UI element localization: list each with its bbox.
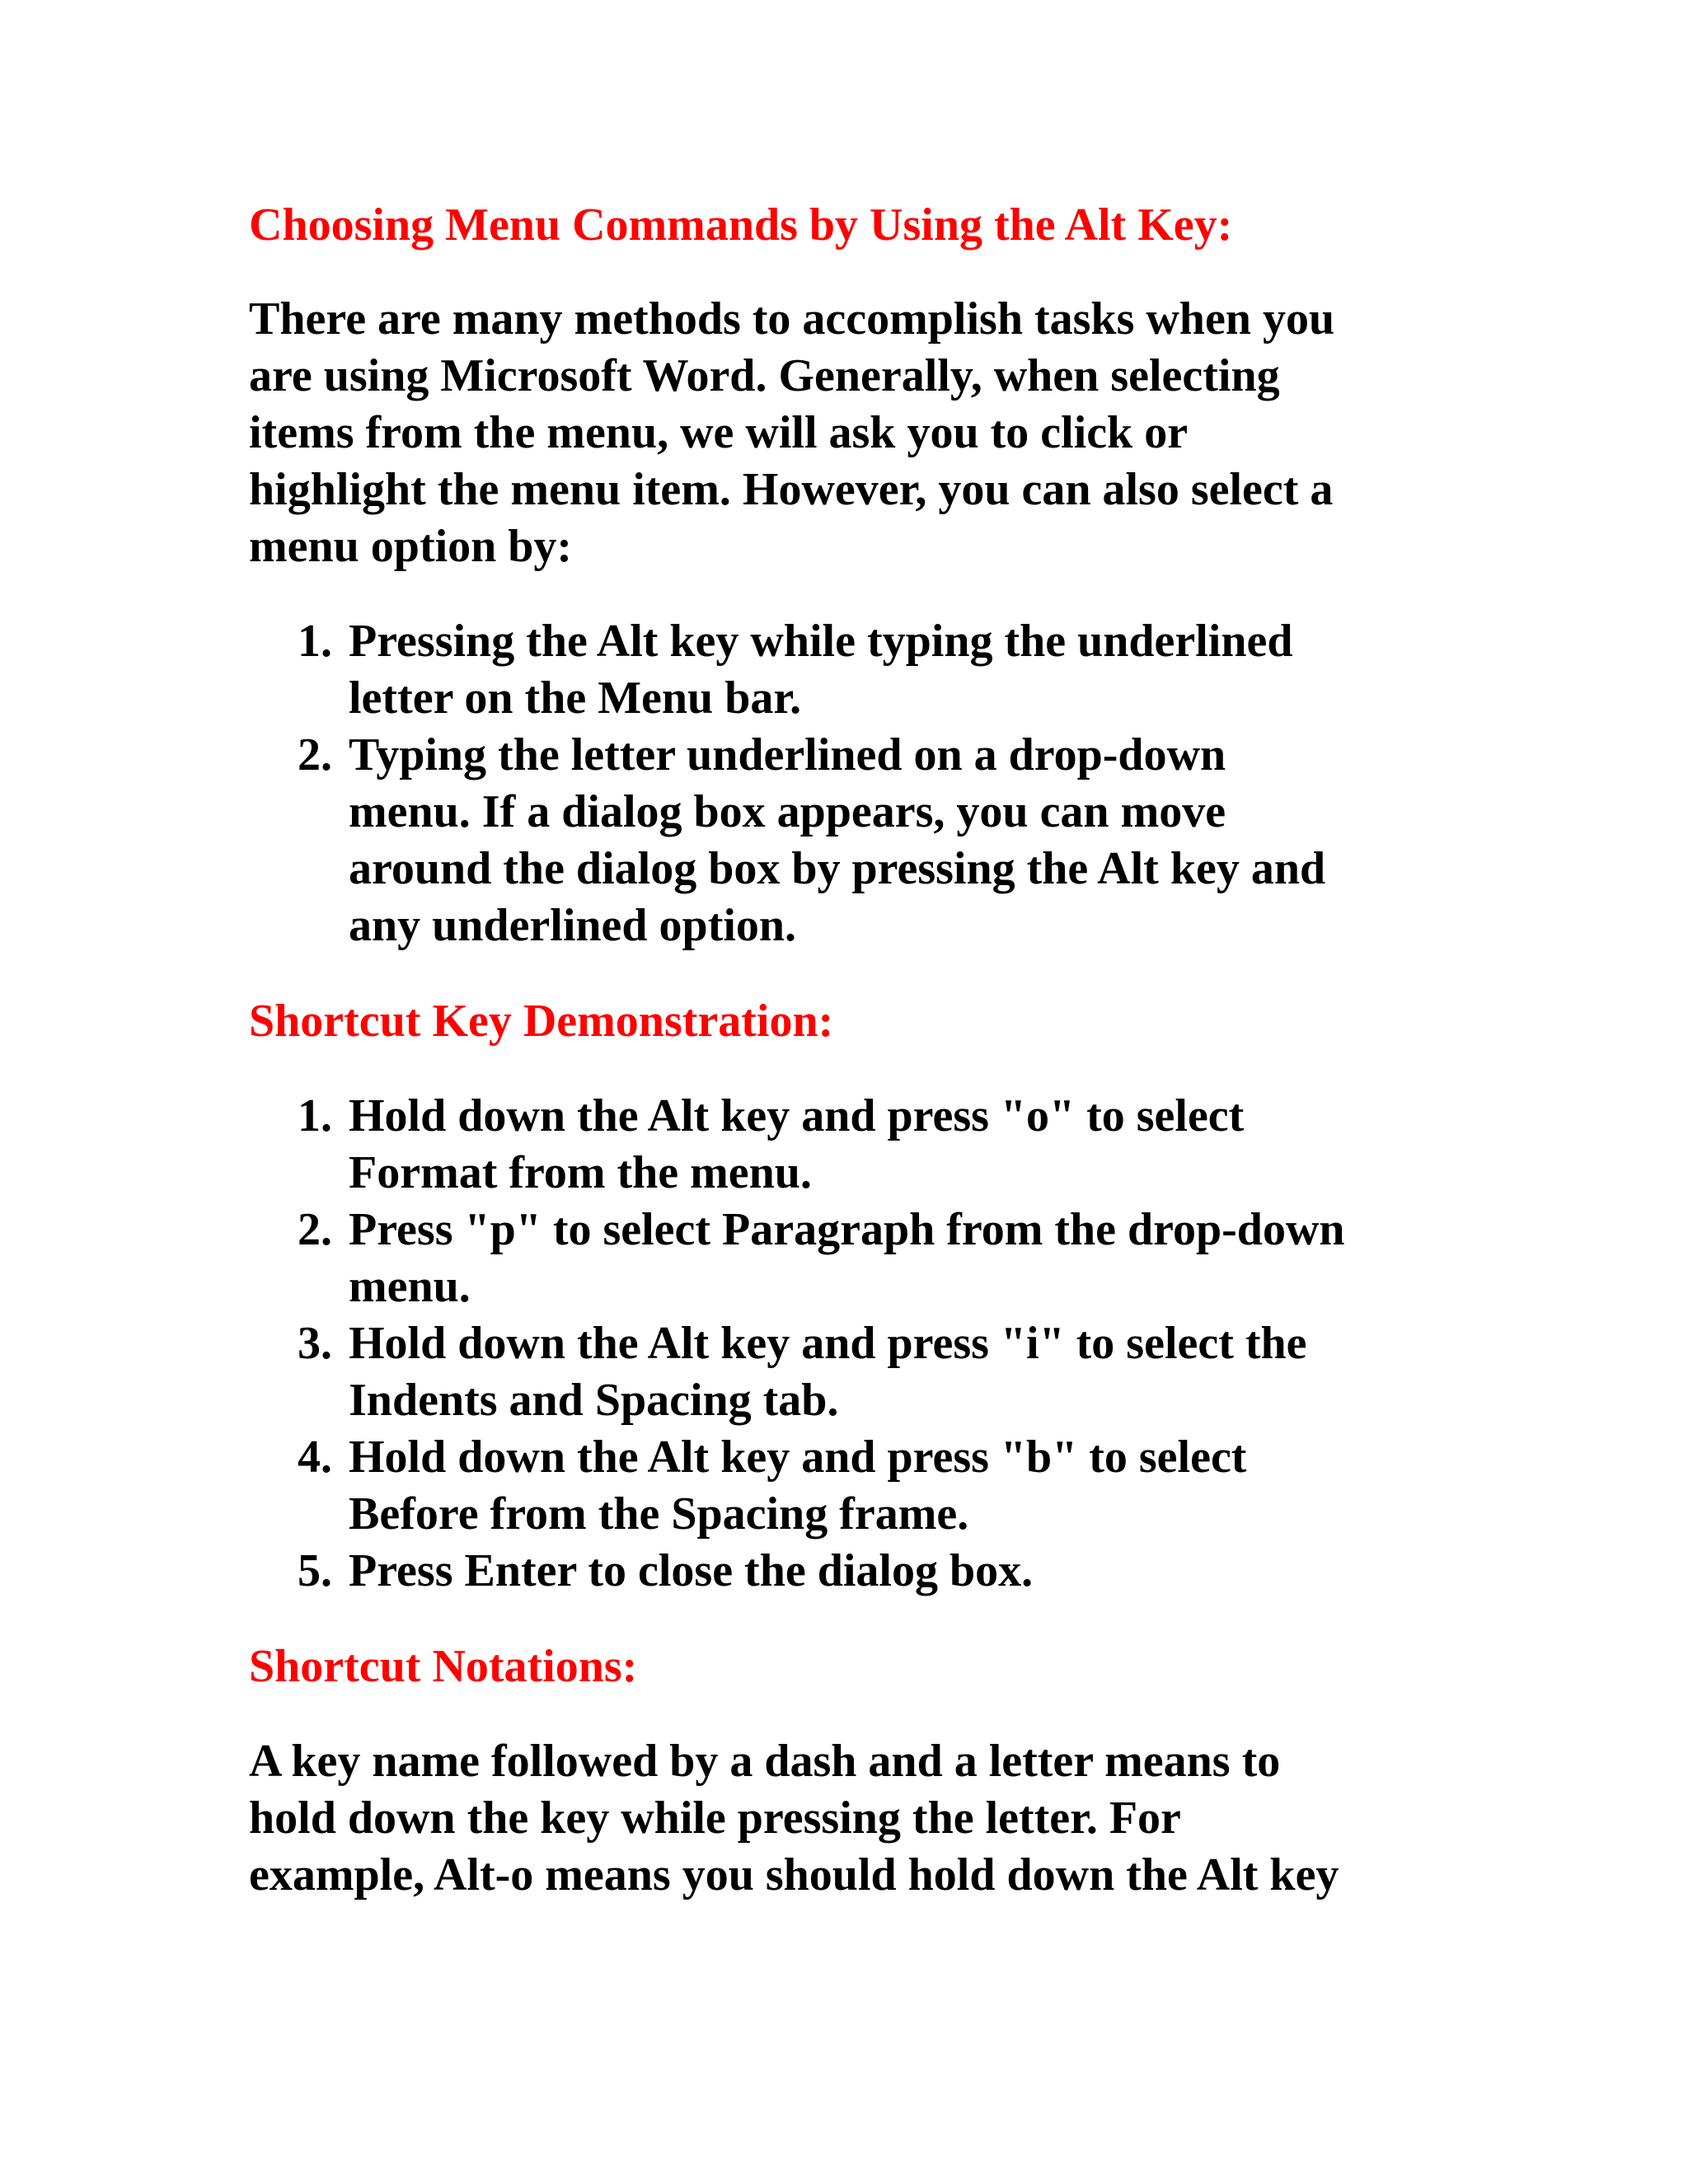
list-item-line: Press "p" to select Paragraph from the drop-down [349, 1204, 1345, 1255]
paragraph-line: items from the menu, we will ask you to click or [249, 407, 1189, 458]
list-item [249, 1543, 1452, 1600]
section-heading-shortcut-demo: Shortcut Key Demonstration: [249, 996, 834, 1047]
list-item [249, 1202, 1452, 1315]
list-item-number: 4. [298, 1432, 332, 1483]
paragraph-line: There are many methods to accomplish tasks when you [249, 293, 1335, 344]
section-heading-alt-key: Choosing Menu Commands by Using the Alt Key: [249, 199, 1233, 251]
list-item-number: 5. [298, 1545, 332, 1596]
list-item-line: letter on the Menu bar. [349, 673, 802, 724]
list-item-line: any underlined option. [349, 900, 797, 951]
list-item-line: Pressing the Alt key while typing the underlined [349, 616, 1293, 667]
paragraph-line: highlight the menu item. However, you can also select a [249, 464, 1334, 515]
shortcut-demo-list [249, 1088, 1452, 1600]
list-item-line: Press Enter to close the dialog box. [349, 1545, 1034, 1596]
list-item [249, 1088, 1452, 1202]
list-item-line: Hold down the Alt key and press "o" to select [349, 1090, 1245, 1141]
list-item [249, 727, 1452, 954]
list-item-number: 2. [298, 729, 332, 780]
paragraph-line: example, Alt-o means you should hold down the Alt key [249, 1849, 1339, 1900]
section-heading-shortcut-notations: Shortcut Notations: [249, 1641, 638, 1692]
paragraph-line: hold down the key while pressing the letter. For [249, 1793, 1181, 1844]
paragraph-line: menu option by: [249, 521, 573, 572]
paragraph-line: A key name followed by a dash and a letter means to [249, 1736, 1281, 1787]
list-item-line: around the dialog box by pressing the Alt key and [349, 843, 1326, 894]
notations-paragraph [249, 1733, 1452, 1904]
document-content [249, 196, 1452, 1904]
list-item-line: Format from the menu. [349, 1147, 812, 1198]
list-item-line: Hold down the Alt key and press "b" to select [349, 1432, 1247, 1483]
list-item-number: 1. [298, 1090, 332, 1141]
list-item-number: 2. [298, 1204, 332, 1255]
list-item-line: Hold down the Alt key and press "i" to select the [349, 1318, 1307, 1369]
list-item-line: menu. If a dialog box appears, you can move [349, 786, 1226, 837]
list-item-line: Before from the Spacing frame. [349, 1488, 969, 1540]
list-item-number: 3. [298, 1318, 332, 1369]
list-item [249, 1429, 1452, 1543]
intro-paragraph [249, 291, 1452, 575]
paragraph-line: are using Microsoft Word. Generally, when selecting [249, 350, 1280, 401]
list-item-line: Typing the letter underlined on a drop-down [349, 729, 1226, 780]
alt-key-methods-list [249, 613, 1452, 954]
list-item-number: 1. [298, 616, 332, 667]
list-item [249, 1315, 1452, 1429]
list-item-line: menu. [349, 1261, 471, 1312]
list-item [249, 613, 1452, 727]
list-item-line: Indents and Spacing tab. [349, 1375, 839, 1426]
